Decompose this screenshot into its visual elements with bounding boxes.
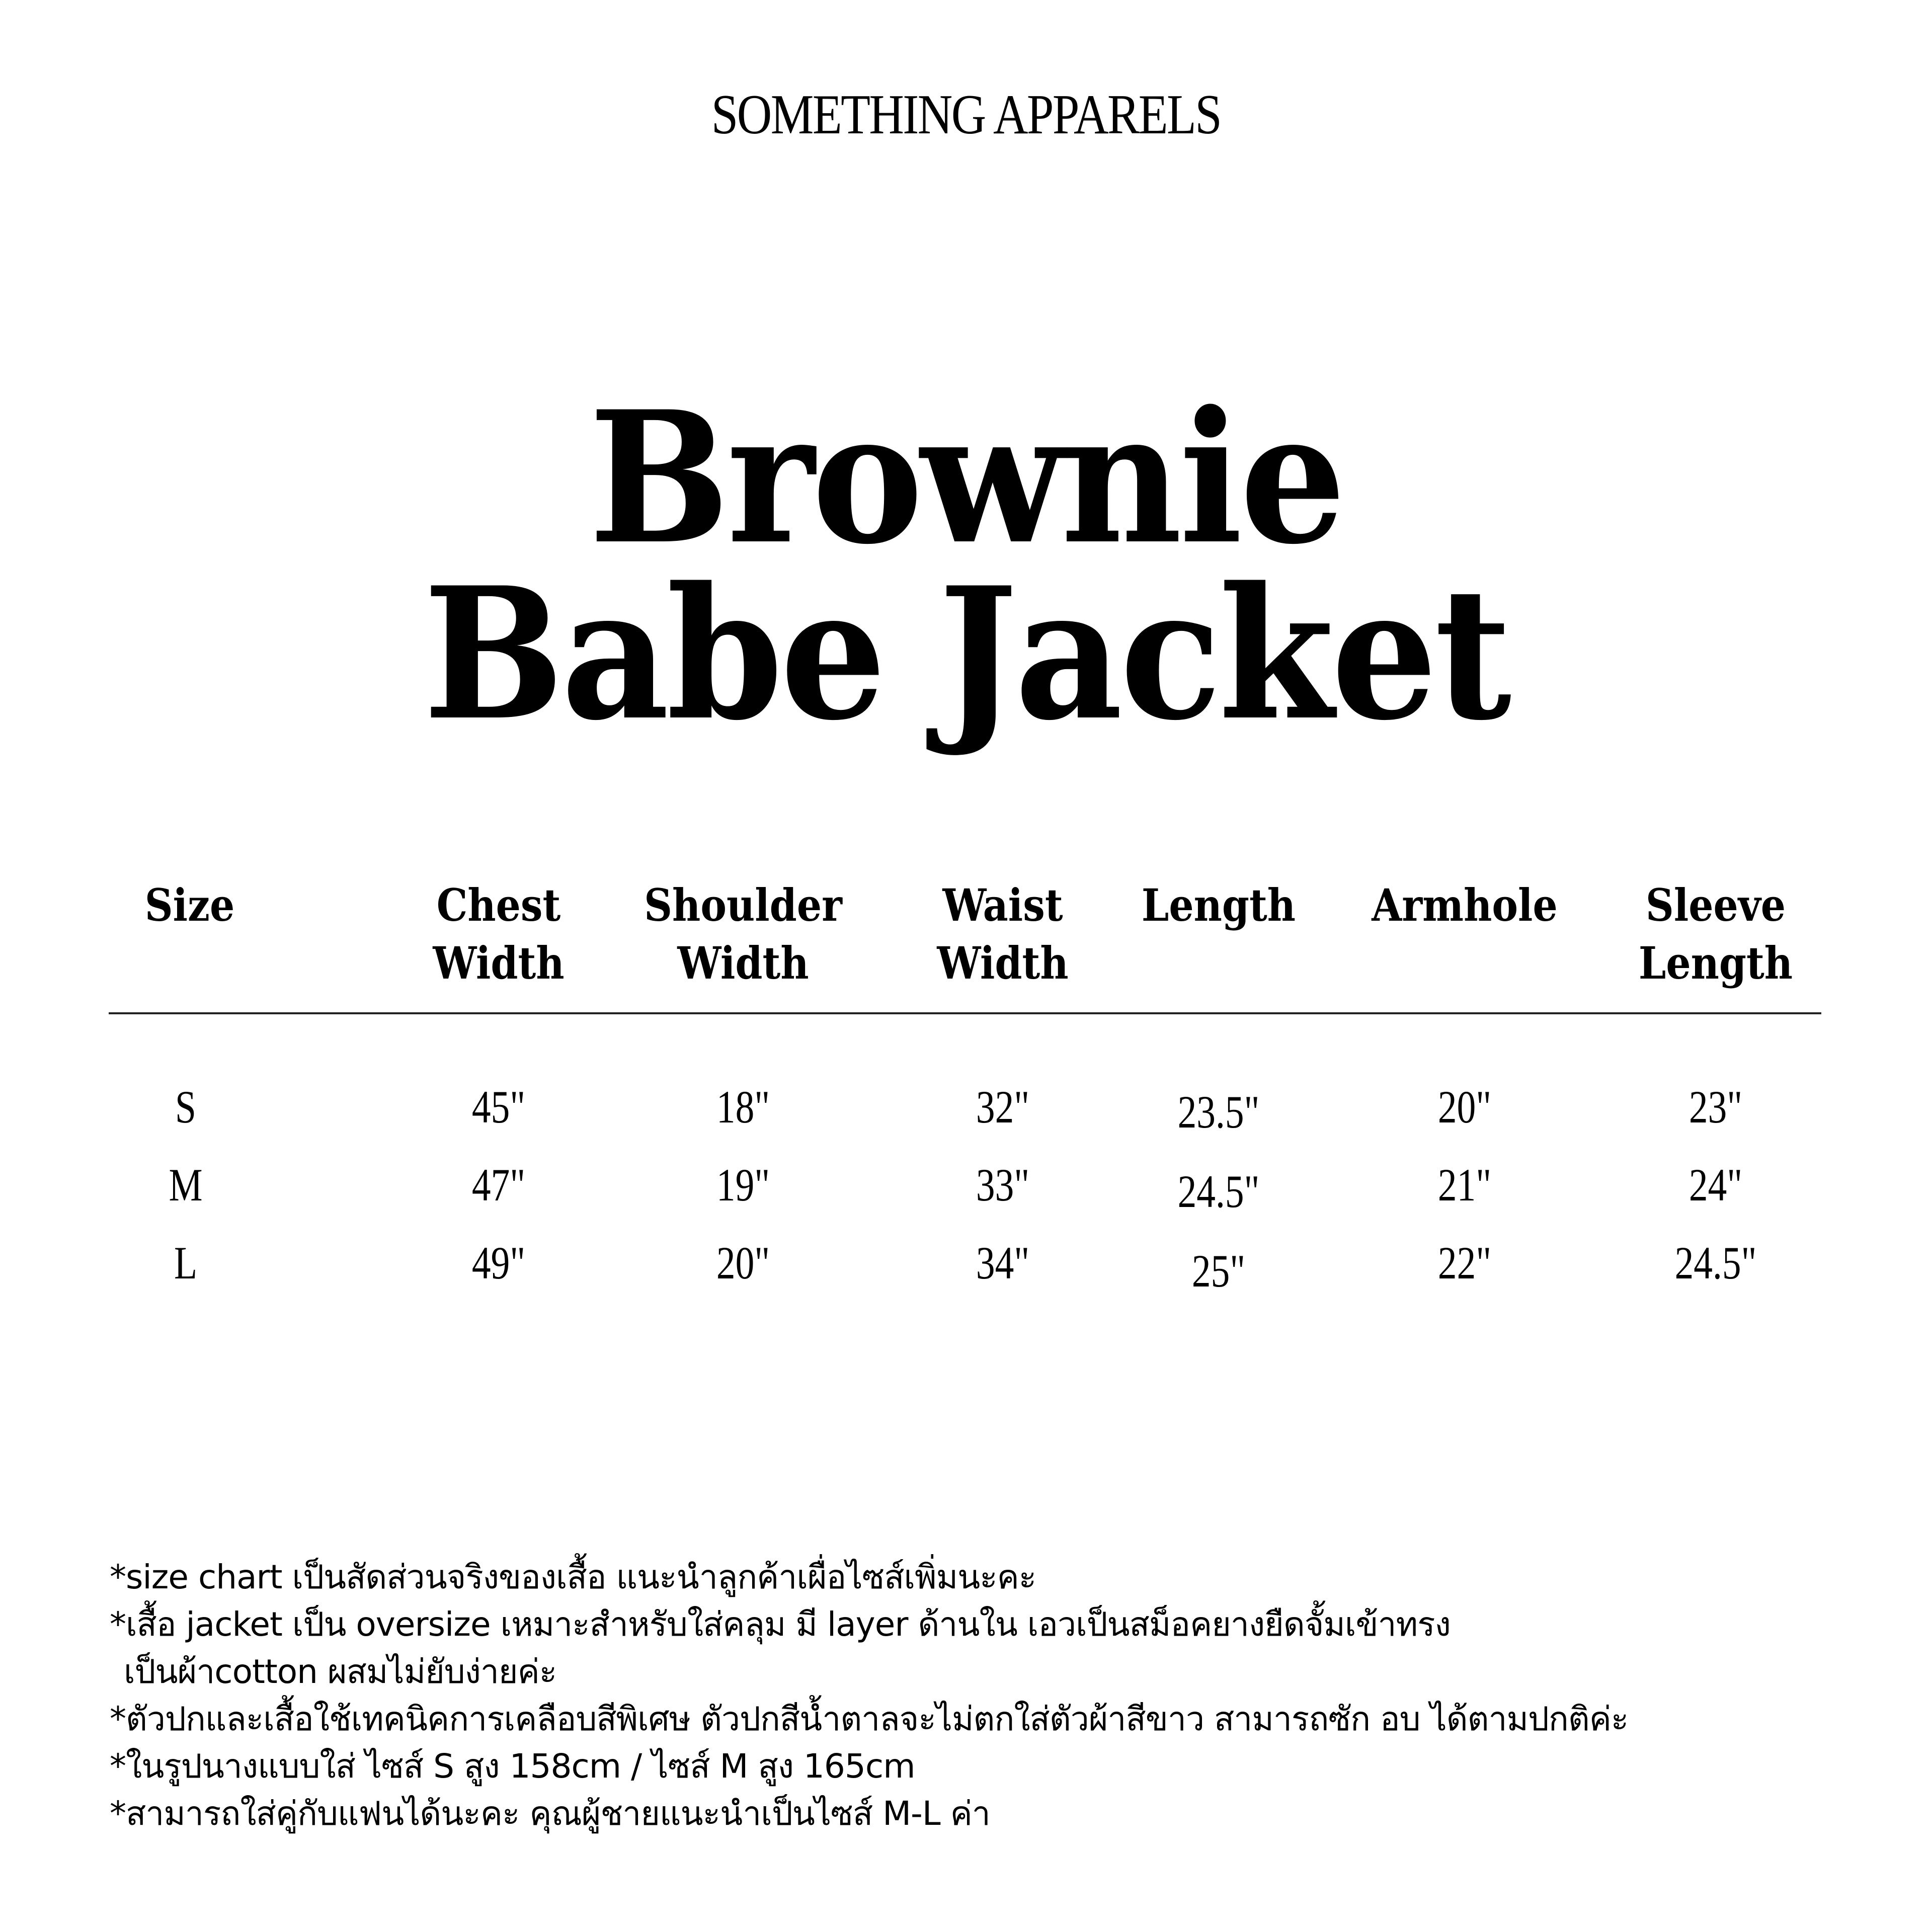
header-size: Size	[144, 879, 235, 931]
cell-armhole: 21"	[1437, 1159, 1492, 1211]
header-waist-width: Waist Width	[937, 879, 1069, 989]
cell-length: 23.5"	[1177, 1086, 1260, 1138]
note-line: *สามารถใส่คู่กับแฟนได้นะคะ คุณผู้ชายแนะนำเป็นไซส์ M-L ค่า	[110, 1794, 990, 1833]
cell-shoulder: 18"	[716, 1081, 770, 1133]
header-sleeve-length: Sleeve Length	[1638, 879, 1793, 989]
cell-length: 25"	[1191, 1245, 1246, 1297]
note-line: เป็นผ้าcotton ผสมไม่ยับง่ายค่ะ	[124, 1652, 557, 1691]
cell-length: 24.5"	[1177, 1166, 1260, 1217]
cell-sleeve: 23"	[1688, 1081, 1743, 1133]
cell-waist: 34"	[976, 1237, 1030, 1289]
product-title-line-1: Brownie	[589, 371, 1343, 584]
header-shoulder-width: Shoulder Width	[644, 879, 842, 989]
cell-sleeve: 24"	[1688, 1159, 1743, 1211]
header-divider	[109, 1012, 1821, 1014]
note-line: *size chart เป็นสัดส่วนจริงของเสื้อ แนะนำลูกค้าเผื่อไซส์เพิ่มนะคะ	[110, 1558, 1036, 1596]
brand-name: SOMETHING APPARELS	[711, 84, 1221, 146]
header-armhole: Armhole	[1372, 879, 1558, 931]
cell-waist: 33"	[976, 1159, 1030, 1211]
cell-chest: 47"	[471, 1159, 526, 1211]
cell-size: S	[175, 1081, 196, 1133]
cell-waist: 32"	[976, 1081, 1030, 1133]
header-length: Length	[1141, 879, 1296, 931]
cell-armhole: 20"	[1437, 1081, 1492, 1133]
cell-chest: 49"	[471, 1237, 526, 1289]
cell-chest: 45"	[471, 1081, 526, 1133]
cell-sleeve: 24.5"	[1674, 1237, 1757, 1289]
header-chest-width: Chest Width	[433, 879, 565, 989]
cell-shoulder: 20"	[716, 1237, 770, 1289]
note-line: *ตัวปกและเสื้อใช้เทคนิคการเคลือบสีพิเศษ ตัวปกสีน้ำตาลจะไม่ตกใส่ตัวผ้าสีขาว สามารถซัก อบ ได้ตามปกติค่ะ	[110, 1700, 1629, 1738]
cell-armhole: 22"	[1437, 1237, 1492, 1289]
note-line: *เสื้อ jacket เป็น oversize เหมาะสำหรับใส่คลุม มี layer ด้านใน เอวเป็นสม็อคยางยืดจั้มเข้าทรง	[110, 1605, 1451, 1644]
note-line: *ในรูปนางแบบใส่ ไซส์ S สูง 158cm / ไซส์ M สูง 165cm	[110, 1747, 915, 1786]
cell-size: L	[174, 1237, 198, 1289]
product-title-line-2: Babe Jacket	[423, 547, 1509, 760]
size-notes	[110, 1554, 1901, 1837]
cell-shoulder: 19"	[716, 1159, 770, 1211]
cell-size: M	[169, 1159, 203, 1211]
